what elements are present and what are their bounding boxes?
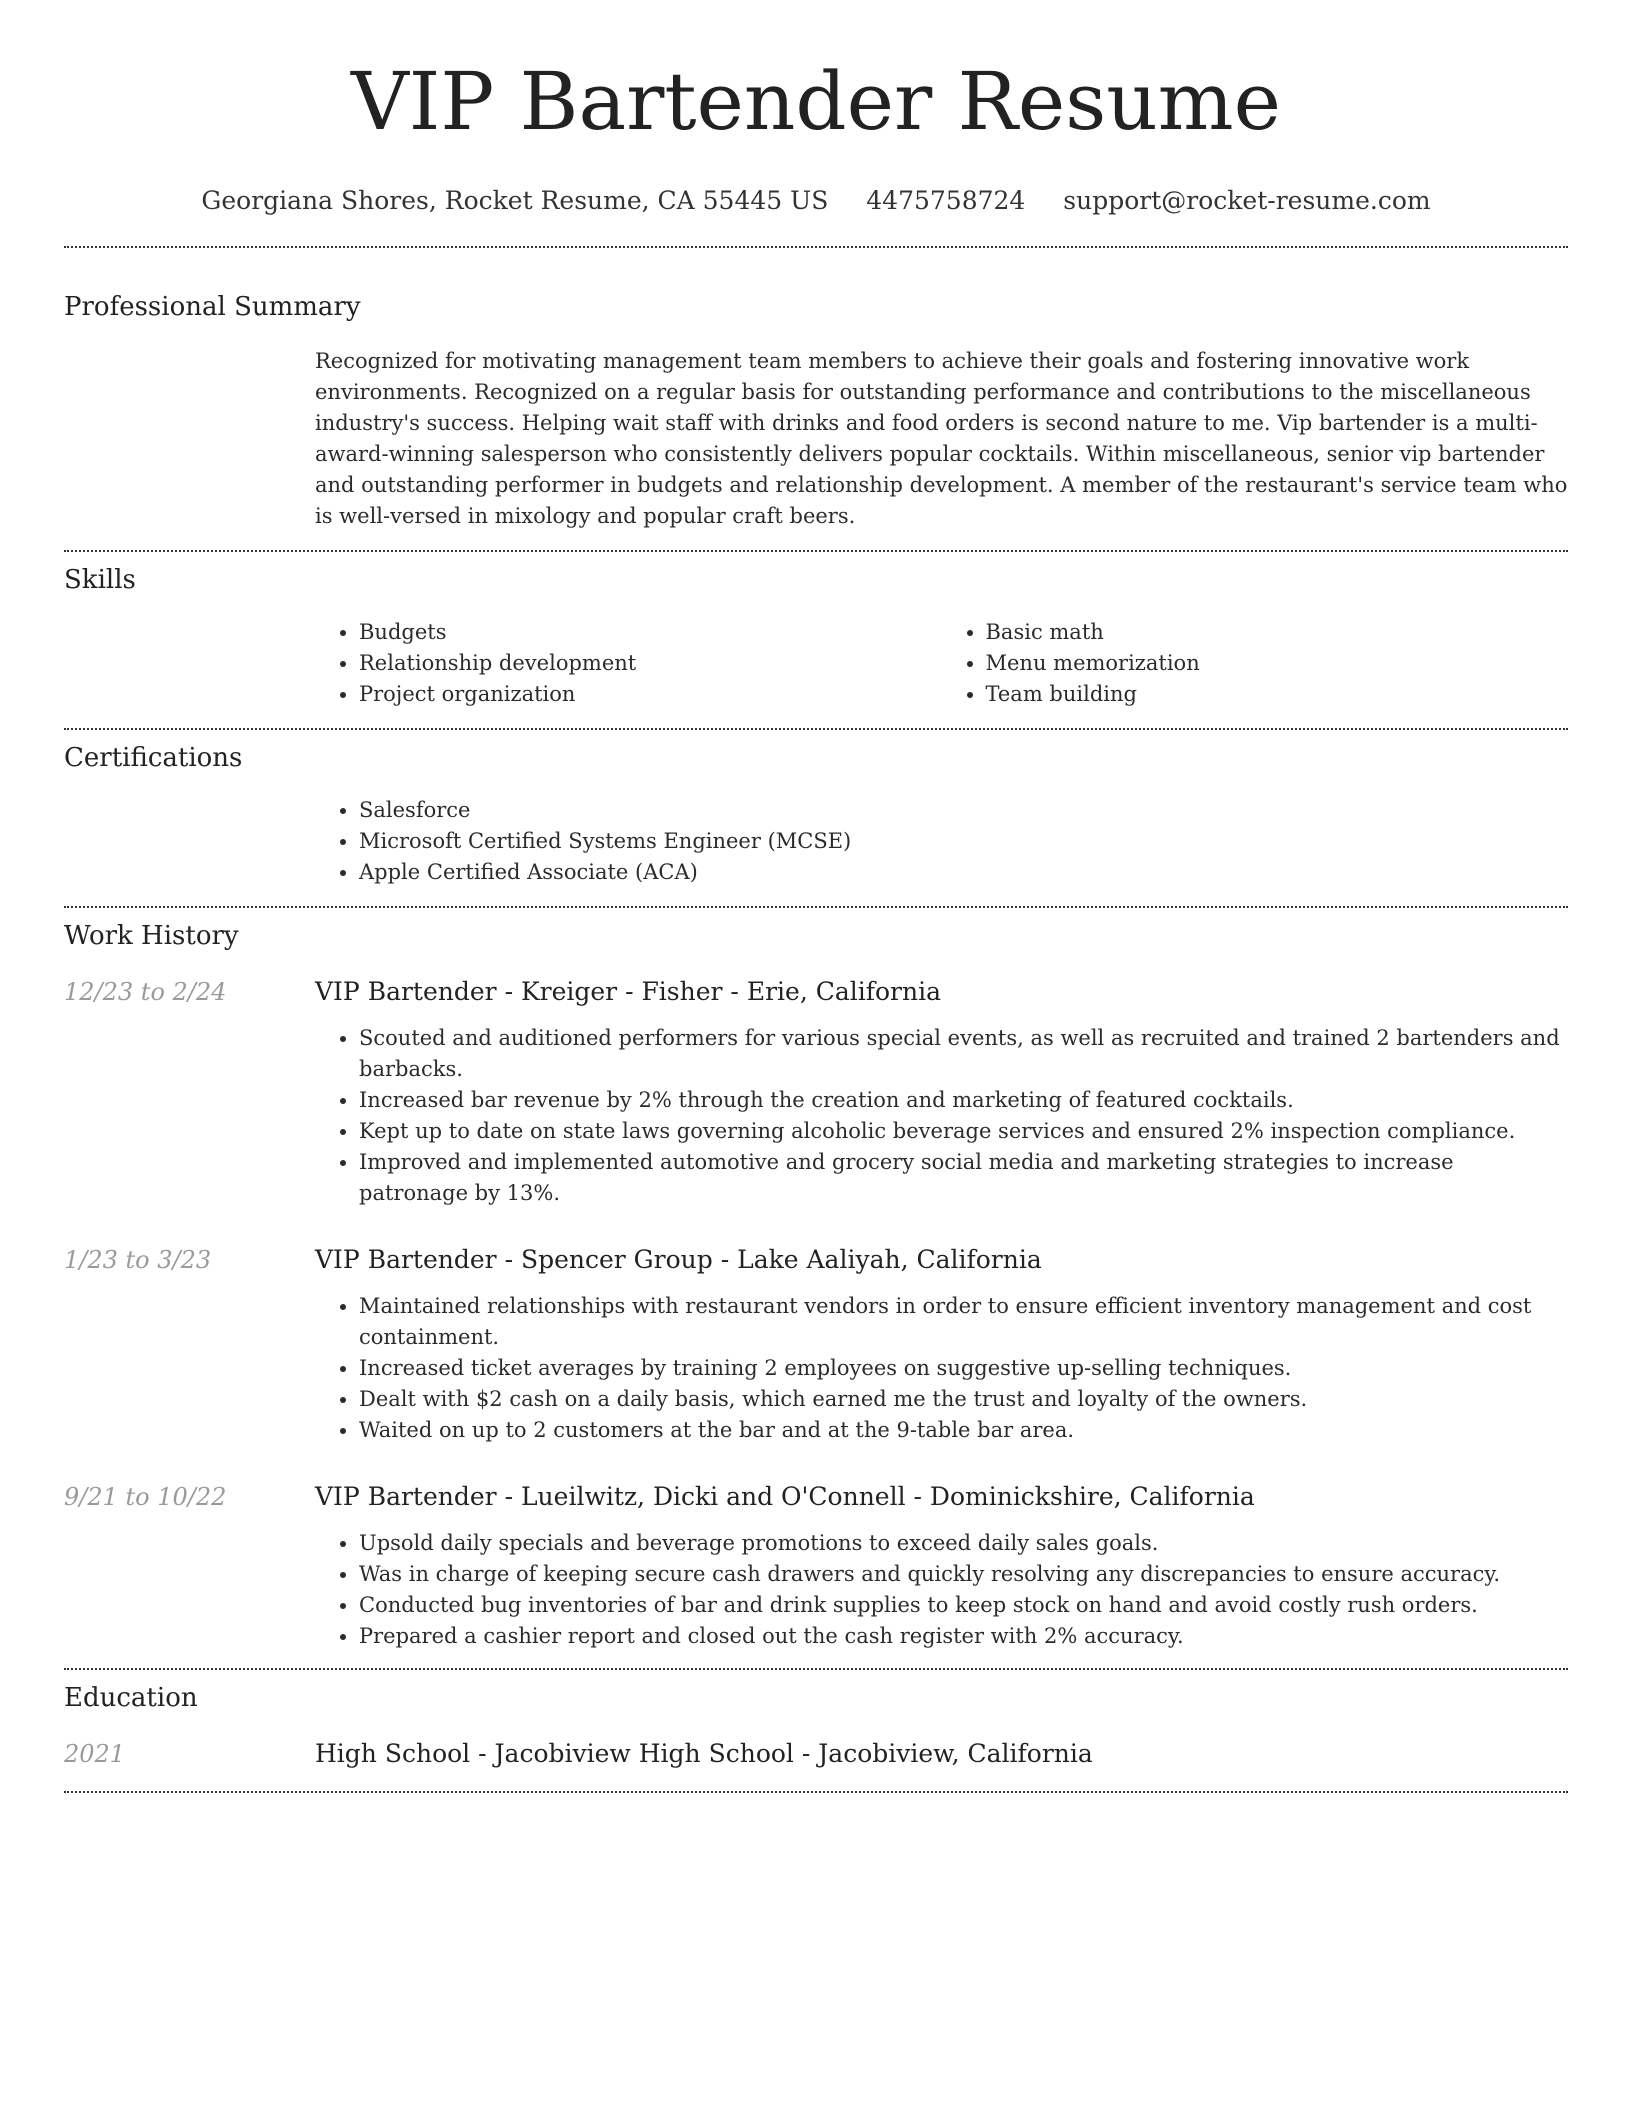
skill-item: • Menu memorization bbox=[986, 648, 1569, 679]
job-dates: 1/23 to 3/23 bbox=[64, 1246, 212, 1274]
education-year: 2021 bbox=[64, 1740, 126, 1768]
job-dates: 9/21 to 10/22 bbox=[64, 1483, 227, 1511]
job-bullet: • Dealt with $2 cash on a daily basis, which earned me the trust and loyalty of the owners. bbox=[359, 1384, 1568, 1415]
education-title: High School - Jacobiview High School - Jacobiview, California bbox=[315, 1739, 1093, 1768]
job-title: VIP Bartender - Kreiger - Fisher - Erie, California bbox=[315, 977, 941, 1006]
divider bbox=[64, 1791, 1568, 1793]
contact-phone: 4475758724 bbox=[866, 186, 1026, 215]
section-heading-work-history: Work History bbox=[64, 921, 239, 951]
skill-item: • Relationship development bbox=[359, 648, 942, 679]
job-bullets bbox=[315, 1528, 1568, 1652]
section-heading-certifications: Certifications bbox=[64, 743, 243, 773]
job-title: VIP Bartender - Spencer Group - Lake Aaliyah, California bbox=[315, 1245, 1042, 1274]
skills-list-left bbox=[315, 617, 942, 710]
resume-title: VIP Bartender Resume bbox=[351, 55, 1281, 148]
job-entry bbox=[64, 975, 1568, 1209]
divider bbox=[64, 246, 1568, 248]
work-history-section bbox=[64, 919, 1568, 1652]
job-entry bbox=[64, 1243, 1568, 1446]
section-heading-education: Education bbox=[64, 1683, 198, 1713]
certification-item: • Apple Certified Associate (ACA) bbox=[359, 857, 1568, 888]
job-title: VIP Bartender - Lueilwitz, Dicki and O'Connell - Dominickshire, California bbox=[315, 1482, 1255, 1511]
job-bullet: • Waited on up to 2 customers at the bar and at the 9-table bar area. bbox=[359, 1415, 1568, 1446]
job-bullet: • Maintained relationships with restaurant vendors in order to ensure efficient inventory management and cost containment. bbox=[359, 1291, 1568, 1353]
skill-item: • Budgets bbox=[359, 617, 942, 648]
job-bullets bbox=[315, 1023, 1568, 1209]
job-bullet: • Increased ticket averages by training 2 employees on suggestive up-selling techniques. bbox=[359, 1353, 1568, 1384]
certifications-section bbox=[64, 741, 1568, 888]
job-bullet: • Conducted bug inventories of bar and drink supplies to keep stock on hand and avoid costly rush orders. bbox=[359, 1590, 1568, 1621]
job-bullet: • Prepared a cashier report and closed out the cash register with 2% accuracy. bbox=[359, 1621, 1568, 1652]
divider bbox=[64, 550, 1568, 552]
job-entry bbox=[64, 1480, 1568, 1652]
summary-section bbox=[64, 290, 1568, 532]
skill-item: • Basic math bbox=[986, 617, 1569, 648]
skill-item: • Project organization bbox=[359, 679, 942, 710]
skills-list-right bbox=[942, 617, 1569, 710]
section-heading-summary: Professional Summary bbox=[64, 292, 361, 322]
contact-line bbox=[64, 186, 1568, 216]
contact-address: Georgiana Shores, Rocket Resume, CA 55445 US bbox=[201, 186, 829, 215]
job-bullet: • Increased bar revenue by 2% through the creation and marketing of featured cocktails. bbox=[359, 1085, 1568, 1116]
divider bbox=[64, 1668, 1568, 1670]
skill-item: • Team building bbox=[986, 679, 1569, 710]
job-bullets bbox=[315, 1291, 1568, 1446]
skills-section bbox=[64, 563, 1568, 710]
certifications-list bbox=[315, 795, 1568, 888]
certification-item: • Microsoft Certified Systems Engineer (MCSE) bbox=[359, 826, 1568, 857]
education-entry bbox=[64, 1737, 1568, 1771]
certification-item: • Salesforce bbox=[359, 795, 1568, 826]
job-bullet: • Kept up to date on state laws governing alcoholic beverage services and ensured 2% inspection compliance. bbox=[359, 1116, 1568, 1147]
section-heading-skills: Skills bbox=[64, 565, 136, 595]
divider bbox=[64, 728, 1568, 730]
contact-email: support@rocket-resume.com bbox=[1063, 186, 1431, 215]
education-section bbox=[64, 1681, 1568, 1771]
job-bullet: • Scouted and auditioned performers for various special events, as well as recruited and trained 2 bartenders and barbacks. bbox=[359, 1023, 1568, 1085]
summary-text: Recognized for motivating management team members to achieve their goals and fostering innovative work environments. Recognized on a regular basis for outstanding performance and contributions to the miscellaneous industry's success. Helping wait staff with drinks and food orders is second nature to me. Vip bartender is a multi-award-winning salesperson who consistently delivers popular cocktails. Within miscellaneous, senior vip bartender and outstanding performer in budgets and relationship development. A member of the restaurant's service team who is well-versed in mixology and popular craft beers. bbox=[315, 349, 1568, 528]
divider bbox=[64, 906, 1568, 908]
job-bullet: • Upsold daily specials and beverage promotions to exceed daily sales goals. bbox=[359, 1528, 1568, 1559]
job-bullet: • Improved and implemented automotive and grocery social media and marketing strategies to increase patronage by 13%. bbox=[359, 1147, 1568, 1209]
job-bullet: • Was in charge of keeping secure cash drawers and quickly resolving any discrepancies to ensure accuracy. bbox=[359, 1559, 1568, 1590]
job-dates: 12/23 to 2/24 bbox=[64, 978, 227, 1006]
